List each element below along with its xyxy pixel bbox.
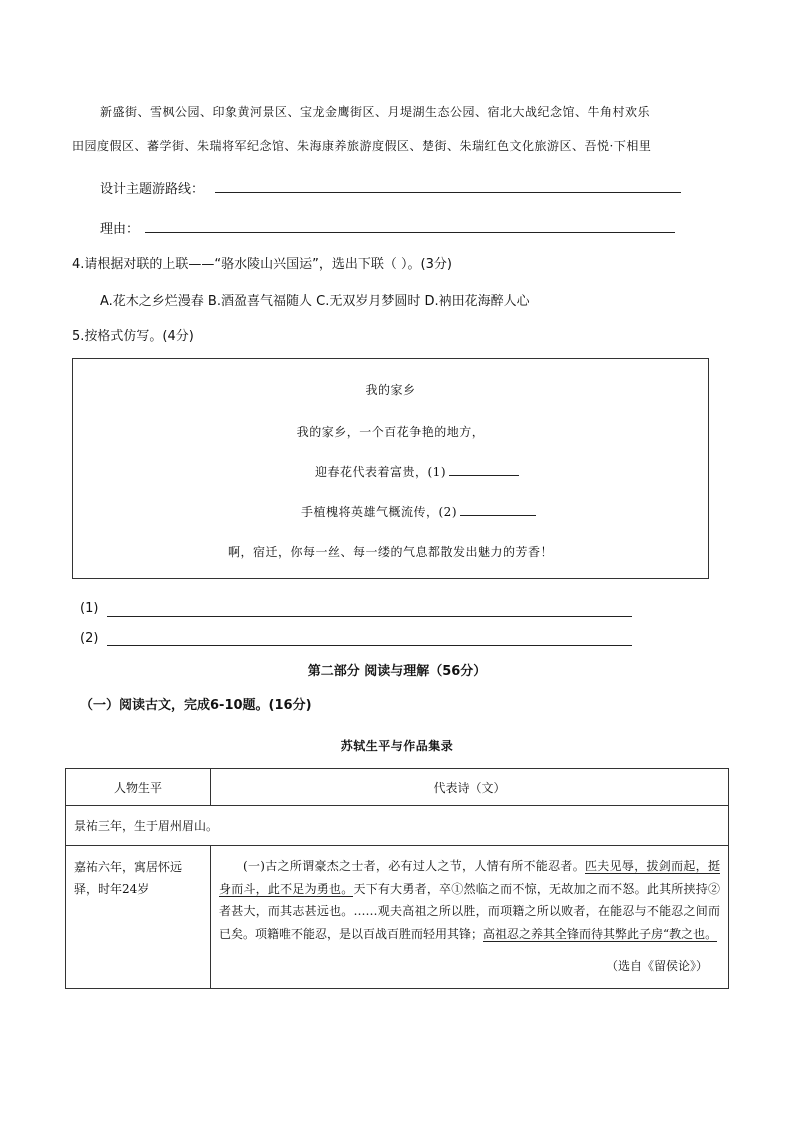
table-row xyxy=(66,806,729,846)
poem-blank-2[interactable] xyxy=(460,514,536,516)
passage-underlined-2: 高祖忍之养其全锋而待其弊此子房“教之也。 xyxy=(483,926,718,941)
route-answer-line[interactable] xyxy=(215,192,681,193)
poem-box xyxy=(72,358,709,579)
passage xyxy=(219,855,720,945)
poem-line-2-text: 迎春花代表着富贵，(1) xyxy=(315,465,446,479)
answer-1-line[interactable] xyxy=(107,616,632,617)
poem-line-3-text: 手植槐将英雄气概流传，(2) xyxy=(301,505,457,519)
header-life: 人物生平 xyxy=(66,769,211,806)
poem-blank-1[interactable] xyxy=(449,474,519,476)
poem-line-2 xyxy=(315,463,519,480)
table-title: 苏轼生平与作品集录 xyxy=(340,739,454,753)
row-2-life: 嘉祐六年，寓居怀远驿，时年24岁 xyxy=(66,846,211,989)
row-2-works xyxy=(211,846,729,989)
reason-answer-line[interactable] xyxy=(145,232,675,233)
passage-part-1: (一)古之所谓豪杰之士者，必有过人之节，人情有所不能忍者。 xyxy=(243,859,585,873)
passage-part-3: 天下有大勇者，卒①然临之而不惊，无故加之而不怒。此其所挟持②者甚大，而其志甚远也。……观夫高祖之所以胜，而项籍之所以败者，在能忍与不能忍之间而已矣。项籍唯不能忍，是以百战百胜而轻用其锋； xyxy=(219,881,720,941)
header-works: 代表诗（文） xyxy=(211,769,729,806)
part-2-title: 第二部分 阅读与理解（56分） xyxy=(307,664,487,679)
answer-2-label: (2) xyxy=(80,631,99,646)
places-line-2: 田园度假区、蕃学街、朱瑞将军纪念馆、朱海康养旅游度假区、楚街、朱瑞红色文化旅游区、吾悦·下相里 xyxy=(72,139,652,153)
table-row xyxy=(66,846,729,989)
table-header-row xyxy=(66,769,729,806)
route-label: 设计主题游路线： xyxy=(100,182,205,197)
section-1-heading: （一）阅读古文，完成6-10题。(16分) xyxy=(80,698,312,713)
poem-title: 我的家乡 xyxy=(365,383,416,397)
poem-line-4: 啊，宿迁，你每一丝、每一缕的气息都散发出魅力的芳香！ xyxy=(227,545,553,559)
biography-table xyxy=(65,768,729,989)
question-4-options: A.花木之乡烂漫春 B.酒盈喜气福随人 C.无双岁月梦圆时 D.衲田花海醉人心 xyxy=(100,294,530,309)
answer-1-label: (1) xyxy=(80,601,99,616)
question-5: 5.按格式仿写。(4分) xyxy=(72,329,194,344)
row-birth: 景祐三年，生于眉州眉山。 xyxy=(66,806,729,846)
places-line-1: 新盛街、雪枫公园、印象黄河景区、宝龙金鹰街区、月堤湖生态公园、宿北大战纪念馆、牛角村欢乐 xyxy=(100,105,651,119)
answer-2-line[interactable] xyxy=(107,645,632,646)
poem-line-3 xyxy=(301,503,536,520)
question-4: 4.请根据对联的上联——“骆水陵山兴国运”，选出下联（ ）。(3分) xyxy=(72,257,452,272)
passage-source: （选自《留侯论》） xyxy=(605,959,708,973)
reason-label: 理由： xyxy=(100,222,140,237)
poem-line-1: 我的家乡，一个百花争艳的地方， xyxy=(296,425,485,439)
passage-underlined-1: 匹夫见辱，拔剑而起，挺身而斗，此不足为勇也。 xyxy=(219,859,720,896)
